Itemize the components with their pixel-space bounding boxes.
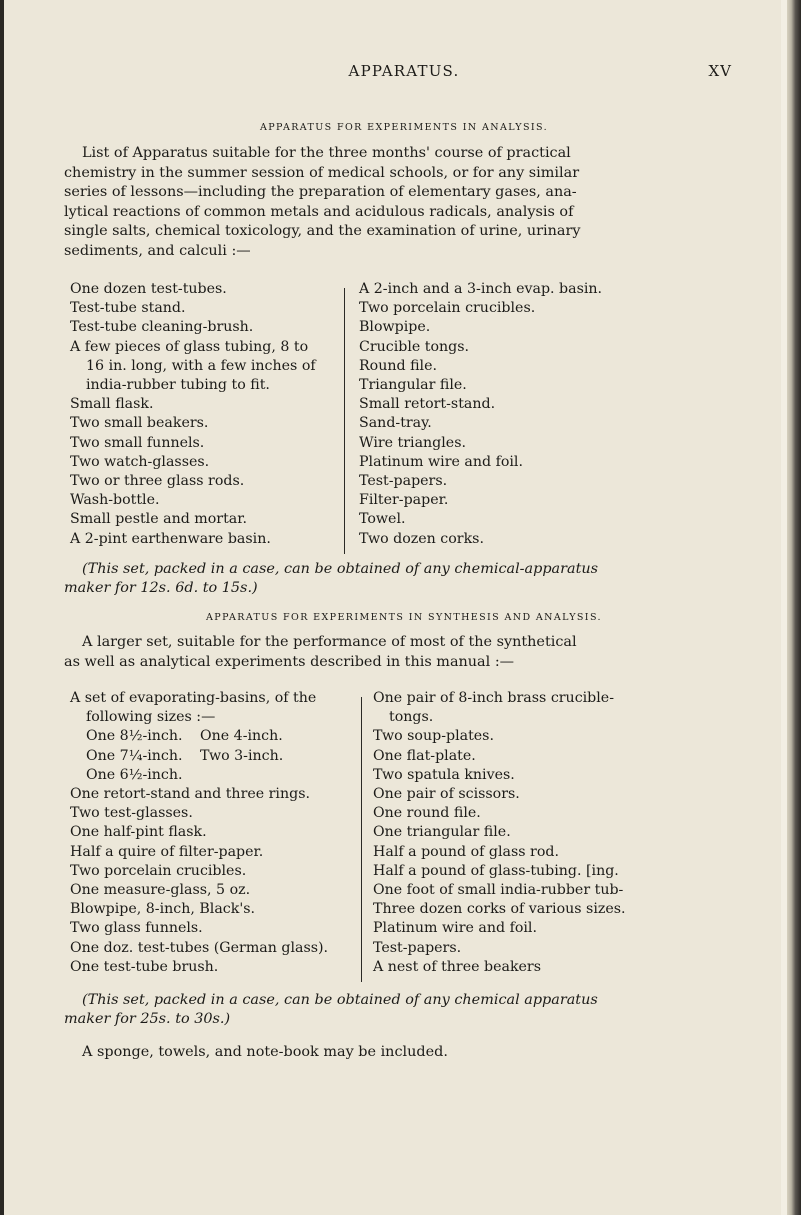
note-line bbox=[64, 579, 740, 598]
list-item: Towel. bbox=[359, 511, 406, 528]
intro-line: as well as analytical experiments described in this manual :— bbox=[64, 653, 515, 670]
list-item: Wire triangles. bbox=[359, 434, 466, 451]
list-item: One flat-plate. bbox=[373, 747, 476, 764]
list-item: Half a pound of glass-tubing. [ing. bbox=[373, 862, 619, 879]
list-item: One measure-glass, 5 oz. bbox=[70, 882, 251, 899]
list-item: Test-papers. bbox=[359, 473, 448, 490]
section1-right-list bbox=[359, 280, 729, 549]
section1-note bbox=[64, 560, 740, 598]
footer-line: A sponge, towels, and note-book may be included. bbox=[82, 1044, 448, 1060]
intro-line: sediments, and calculi :— bbox=[64, 242, 251, 259]
list-item-continuation: 16 in. long, with a few inches of bbox=[86, 357, 316, 374]
list-item: Test-tube stand. bbox=[70, 300, 186, 317]
list-item: Filter-paper. bbox=[359, 492, 449, 509]
intro-line: series of lessons—including the preparation of elementary gases, ana- bbox=[64, 184, 577, 200]
list-item-continuation: following sizes :— bbox=[86, 709, 216, 726]
list-item: A 2-pint earthenware basin. bbox=[70, 530, 271, 547]
list-item-continuation: tongs. bbox=[389, 709, 434, 726]
list-item: Small pestle and mortar. bbox=[70, 511, 247, 528]
running-title: APPARATUS. bbox=[348, 62, 460, 80]
scan-left-edge bbox=[0, 0, 4, 1215]
list-item: Blowpipe. bbox=[359, 319, 431, 336]
list-item: Three dozen corks of various sizes. bbox=[373, 901, 626, 918]
list-item: Crucible tongs. bbox=[359, 338, 470, 355]
list-item: Triangular file. bbox=[359, 377, 467, 394]
list-item: Test-tube cleaning-brush. bbox=[70, 319, 254, 336]
list-item: Platinum wire and foil. bbox=[373, 920, 537, 937]
list-item: One pair of scissors. bbox=[373, 786, 520, 803]
list-item: A few pieces of glass tubing, 8 to bbox=[70, 338, 309, 355]
note-text: (This set, packed in a case, can be obtained of any chemical-apparatus bbox=[82, 561, 599, 577]
intro-line: List of Apparatus suitable for the three months' course of practical bbox=[82, 145, 571, 161]
list-item: Small retort-stand. bbox=[359, 396, 496, 413]
list-item: One test-tube brush. bbox=[70, 958, 219, 975]
column-divider bbox=[361, 697, 362, 982]
list-item: Two soup-plates. bbox=[373, 728, 494, 745]
section2-left-list bbox=[70, 689, 350, 977]
note-line bbox=[64, 1010, 740, 1029]
list-item: Sand-tray. bbox=[359, 415, 432, 432]
list-item: Blowpipe, 8-inch, Black's. bbox=[70, 901, 256, 918]
section2-heading: APPARATUS FOR EXPERIMENTS IN SYNTHESIS AND ANALYSIS. bbox=[206, 612, 602, 623]
basin-size: One 4-inch. bbox=[200, 728, 283, 745]
list-item: One round file. bbox=[373, 805, 481, 822]
list-item: Two spatula knives. bbox=[373, 766, 515, 783]
list-item: Platinum wire and foil. bbox=[359, 453, 523, 470]
basin-size-row bbox=[70, 747, 350, 766]
section2-note bbox=[64, 991, 740, 1029]
section2-right-list bbox=[373, 689, 733, 977]
section1-left-list bbox=[70, 280, 340, 549]
note-text: maker for 25s. to 30s.) bbox=[64, 1011, 231, 1027]
intro-line: chemistry in the summer session of medical schools, or for any similar bbox=[64, 164, 580, 181]
column-divider bbox=[344, 288, 345, 554]
list-item: Two small beakers. bbox=[70, 415, 209, 432]
list-item: One half-pint flask. bbox=[70, 824, 207, 841]
list-item: One doz. test-tubes (German glass). bbox=[70, 939, 329, 956]
list-item: A set of evaporating-basins, of the bbox=[70, 690, 317, 706]
list-item: Wash-bottle. bbox=[70, 492, 160, 509]
running-header bbox=[64, 58, 744, 82]
list-item: Two test-glasses. bbox=[70, 805, 193, 822]
note-text: maker for 12s. 6d. to 15s.) bbox=[64, 580, 258, 596]
list-item: One pair of 8-inch brass crucible- bbox=[373, 690, 614, 706]
basin-size: One 8½-inch. bbox=[86, 728, 183, 745]
section2-intro bbox=[64, 633, 740, 672]
basin-size: One 7¼-inch. bbox=[86, 747, 183, 764]
footer-paragraph bbox=[64, 1043, 740, 1063]
intro-line: single salts, chemical toxicology, and the examination of urine, urinary bbox=[64, 223, 581, 239]
basin-size-row bbox=[70, 766, 350, 785]
section1-heading: APPARATUS FOR EXPERIMENTS IN ANALYSIS. bbox=[259, 122, 549, 133]
list-item: Round file. bbox=[359, 357, 437, 374]
list-item: One foot of small india-rubber tub- bbox=[373, 882, 624, 899]
note-line bbox=[64, 991, 740, 1010]
note-line bbox=[64, 560, 740, 579]
intro-line: lytical reactions of common metals and acidulous radicals, analysis of bbox=[64, 203, 574, 220]
scan-right-edge bbox=[787, 0, 801, 1215]
list-item: One retort-stand and three rings. bbox=[70, 786, 310, 803]
list-item: One dozen test-tubes. bbox=[70, 281, 227, 297]
list-item: Two porcelain crucibles. bbox=[70, 862, 247, 879]
basin-size-row bbox=[70, 727, 350, 746]
list-item: Two glass funnels. bbox=[70, 920, 203, 937]
list-item: Small flask. bbox=[70, 396, 154, 413]
page-number: XV bbox=[708, 62, 732, 80]
list-item: Half a pound of glass rod. bbox=[373, 843, 559, 860]
list-item: Test-papers. bbox=[373, 939, 462, 956]
intro-line: A larger set, suitable for the performance of most of the synthetical bbox=[82, 634, 577, 650]
note-text: (This set, packed in a case, can be obtained of any chemical apparatus bbox=[82, 992, 598, 1008]
list-item: A 2-inch and a 3-inch evap. basin. bbox=[359, 281, 603, 297]
section1-intro bbox=[64, 144, 740, 261]
list-item: Half a quire of filter-paper. bbox=[70, 843, 264, 860]
list-item: Two small funnels. bbox=[70, 434, 205, 451]
list-item: Two porcelain crucibles. bbox=[359, 300, 536, 317]
list-item: One triangular file. bbox=[373, 824, 511, 841]
list-item-continuation: india-rubber tubing to fit. bbox=[86, 377, 270, 394]
basin-size: One 6½-inch. bbox=[86, 766, 183, 783]
list-item: Two watch-glasses. bbox=[70, 453, 210, 470]
list-item: Two dozen corks. bbox=[359, 530, 484, 547]
list-item: Two or three glass rods. bbox=[70, 473, 245, 490]
basin-size: Two 3-inch. bbox=[200, 747, 284, 764]
list-item: A nest of three beakers bbox=[373, 958, 541, 975]
